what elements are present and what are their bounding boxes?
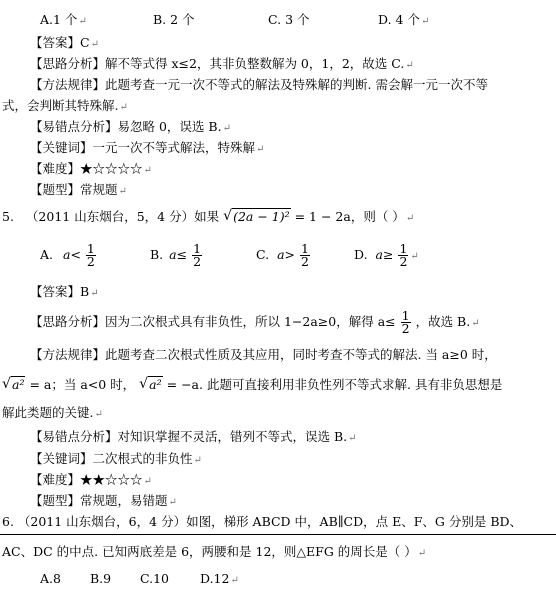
q4-method-line2: 式，会判断其特殊解.↵ — [2, 98, 128, 113]
q5-sqrt-a2-2: √ a² — [139, 376, 162, 392]
q5-option-c: C. a> $\frac{1}{2}$ — [256, 241, 309, 269]
q5-radical: √ (2a − 1)² — [223, 208, 290, 224]
q4-answer: 【答案】C↵ — [30, 35, 99, 50]
q5-keywords: 【关键词】二次根式的非负性↵ — [30, 451, 202, 466]
q5-type: 【题型】常规题，易错题↵ — [30, 493, 177, 508]
q6-option-d: D.12↵ — [200, 571, 239, 586]
q4-option-b: B. 2 个 — [153, 12, 195, 27]
q5-radicand: (2a − 1)² — [233, 209, 290, 224]
q6-option-b: B.9 — [90, 571, 112, 586]
q5-equation-rhs: = 1 − 2a，则（ ） — [294, 209, 405, 224]
q4-option-a: A.1 个↵ — [40, 12, 87, 27]
q5-method-line3: 解此类题的关键.↵ — [2, 405, 103, 420]
page-divider — [0, 534, 556, 535]
q5-analysis: 【思路分析】因为二次根式具有非负性，所以 1−2a≥0，解得 a≤ $\frac{1}{2}$ ，故选 B.↵ — [30, 308, 480, 336]
q4-option-c: C. 3 个 — [268, 12, 310, 27]
q5-option-b: B. a≤ $\frac{1}{2}$ — [150, 241, 202, 269]
q5-option-a: A. a< $\frac{1}{2}$ — [40, 241, 95, 269]
q4-option-d: D. 4 个↵ — [378, 12, 430, 27]
q5-method-line2: √ a² = a；当 a<0 时， √ a² = −a. 此题可直接利用非负性列不等式求解. 具有非负思想是 — [2, 374, 502, 396]
q6-stem-line2: AC、DC 的中点. 已知两底差是 6，两腰和是 12，则△EFG 的周长是（ ）↵ — [2, 544, 427, 559]
q4-method-line1: 【方法规律】此题考查一元一次不等式的解法及特殊解的判断. 需会解一元一次不等 — [30, 77, 488, 92]
q4-keywords: 【关键词】一元一次不等式解法，特殊解↵ — [30, 140, 265, 155]
q6-option-c: C.10 — [140, 571, 169, 586]
q5-sqrt-a2-1: √ a² — [2, 376, 25, 392]
q5-number: 5. — [2, 209, 14, 224]
q5-error-analysis: 【易错点分析】对知识掌握不灵活，错列不等式，误选 B.↵ — [30, 429, 357, 444]
q4-analysis: 【思路分析】解不等式得 x≤2，其非负整数解为 0，1，2，故选 C.↵ — [30, 56, 414, 71]
q4-type: 【题型】常规题↵ — [30, 182, 127, 197]
q6-stem-line1: 6. （2011 山东烟台，6，4 分）如图，梯形 ABCD 中，AB∥CD，点 E、F、G 分别是 BD、 — [2, 514, 523, 529]
q5-difficulty: 【难度】★★☆☆☆↵ — [30, 472, 152, 487]
q5-option-d: D. a≥ $\frac{1}{2}$ ↵ — [354, 241, 419, 269]
q4-error-analysis: 【易错点分析】易忽略 0，误选 B.↵ — [30, 119, 231, 134]
q5-stem: 5. （2011 山东烟台，5，4 分）如果 √ (2a − 1)² = 1 − 2a，则（ ）↵ — [2, 206, 414, 230]
q6-option-a: A.8 — [40, 571, 61, 586]
q5-method-line1: 【方法规律】此题考查二次根式性质及其应用，同时考查不等式的解法. 当 a≥0 时， — [30, 347, 497, 362]
q5-answer: 【答案】B↵ — [30, 284, 99, 299]
q5-source: （2011 山东烟台，5，4 分）如果 — [25, 209, 220, 224]
q4-difficulty: 【难度】★☆☆☆☆↵ — [30, 161, 152, 176]
